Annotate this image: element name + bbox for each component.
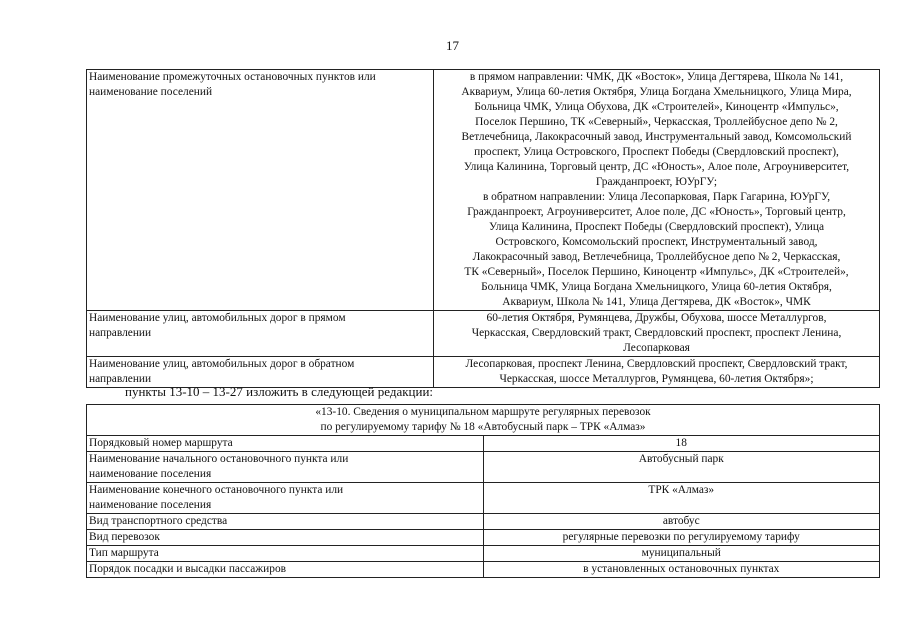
table-row [87, 70, 880, 311]
intermediate-stops-value: в прямом направлении: ЧМК, ДК «Восток», Улица Дегтярева, Школа № 141, Аквариум, Улица 60-летия Октября, Улица Богдана Хмельницкого, Улица Мира, Больница ЧМК, Улица Обухова, ДК «Строителей», Киноцентр «Импульс», Поселок Першино, ТК «Северный», Черкасская, Троллейбусное депо № 2, Ветлечебница, Лакокрасочный завод, Инструментальный завод, Комсомольский проспект, Улица Островского, Проспект Победы (Свердловский проспект), Улица Калинина, Торговый центр, ДС «Юность», Алое поле, Агроуниверситет, Гражданпроект, ЮУрГУ; в обратном направлении: Улица Лесопарковая, Парк Гагарина, ЮУрГУ, Гражданпроект, Агроуниверситет, Алое поле, ДС «Юность», Торговый центр, Улица Калинина, Проспект Победы (Свердловский проспект), Улица Островского, Комсомольский проспект, Инструментальный завод, Лакокрасочный завод, Ветлечебница, Троллейбусное депо № 2, Черкасская, ТК «Северный», Поселок Першино, Киноцентр «Импульс», ДК «Строителей», Больница ЧМК, Улица Богдана Хмельницкого, Улица 60-летия Октября, Аквариум, Школа № 141, Улица Дегтярева, ДК «Восток», ЧМК [434, 70, 880, 311]
forward-streets-value: 60-летия Октября, Румянцева, Дружбы, Обухова, шоссе Металлургов, Черкасская, Свердловский тракт, Свердловский проспект, проспект Ленина, Лесопарковая [434, 311, 880, 357]
forward-streets-label: Наименование улиц, автомобильных дорог в прямом направлении [87, 311, 434, 357]
table-row [87, 483, 880, 514]
table-row [87, 452, 880, 483]
table-row [87, 436, 880, 452]
transport-kind-value: регулярные перевозки по регулируемому тарифу [483, 530, 880, 546]
amendment-intro-text: пункты 13-10 – 13-27 изложить в следующей редакции: [125, 384, 434, 399]
end-stop-value: ТРК «Алмаз» [483, 483, 880, 514]
section-title: «13-10. Сведения о муниципальном маршруте регулярных перевозок по регулируемому тарифу № 18 «Автобусный парк – ТРК «Алмаз» [87, 405, 880, 436]
start-stop-label: Наименование начального остановочного пункта или наименование поселения [87, 452, 484, 483]
table-row [87, 530, 880, 546]
end-stop-label: Наименование конечного остановочного пункта или наименование поселения [87, 483, 484, 514]
vehicle-type-label: Вид транспортного средства [87, 514, 484, 530]
vehicle-type-value: автобус [483, 514, 880, 530]
reverse-streets-value: Лесопарковая, проспект Ленина, Свердловский проспект, Свердловский тракт, Черкасская, шоссе Металлургов, Румянцева, 60-летия Октября»; [434, 357, 880, 388]
route-stops-table [86, 69, 880, 388]
page-number: 17 [446, 38, 459, 53]
route-info-table [86, 404, 880, 578]
table-row [87, 546, 880, 562]
table-row [87, 357, 880, 388]
route-number-value: 18 [483, 436, 880, 452]
table-row [87, 562, 880, 578]
table-row [87, 514, 880, 530]
transport-kind-label: Вид перевозок [87, 530, 484, 546]
table-row [87, 405, 880, 436]
intermediate-stops-label: Наименование промежуточных остановочных пунктов или наименование поселений [87, 70, 434, 311]
table-row [87, 311, 880, 357]
route-type-value: муниципальный [483, 546, 880, 562]
reverse-streets-label: Наименование улиц, автомобильных дорог в обратном направлении [87, 357, 434, 388]
route-type-label: Тип маршрута [87, 546, 484, 562]
start-stop-value: Автобусный парк [483, 452, 880, 483]
boarding-order-label: Порядок посадки и высадки пассажиров [87, 562, 484, 578]
boarding-order-value: в установленных остановочных пунктах [483, 562, 880, 578]
route-number-label: Порядковый номер маршрута [87, 436, 484, 452]
